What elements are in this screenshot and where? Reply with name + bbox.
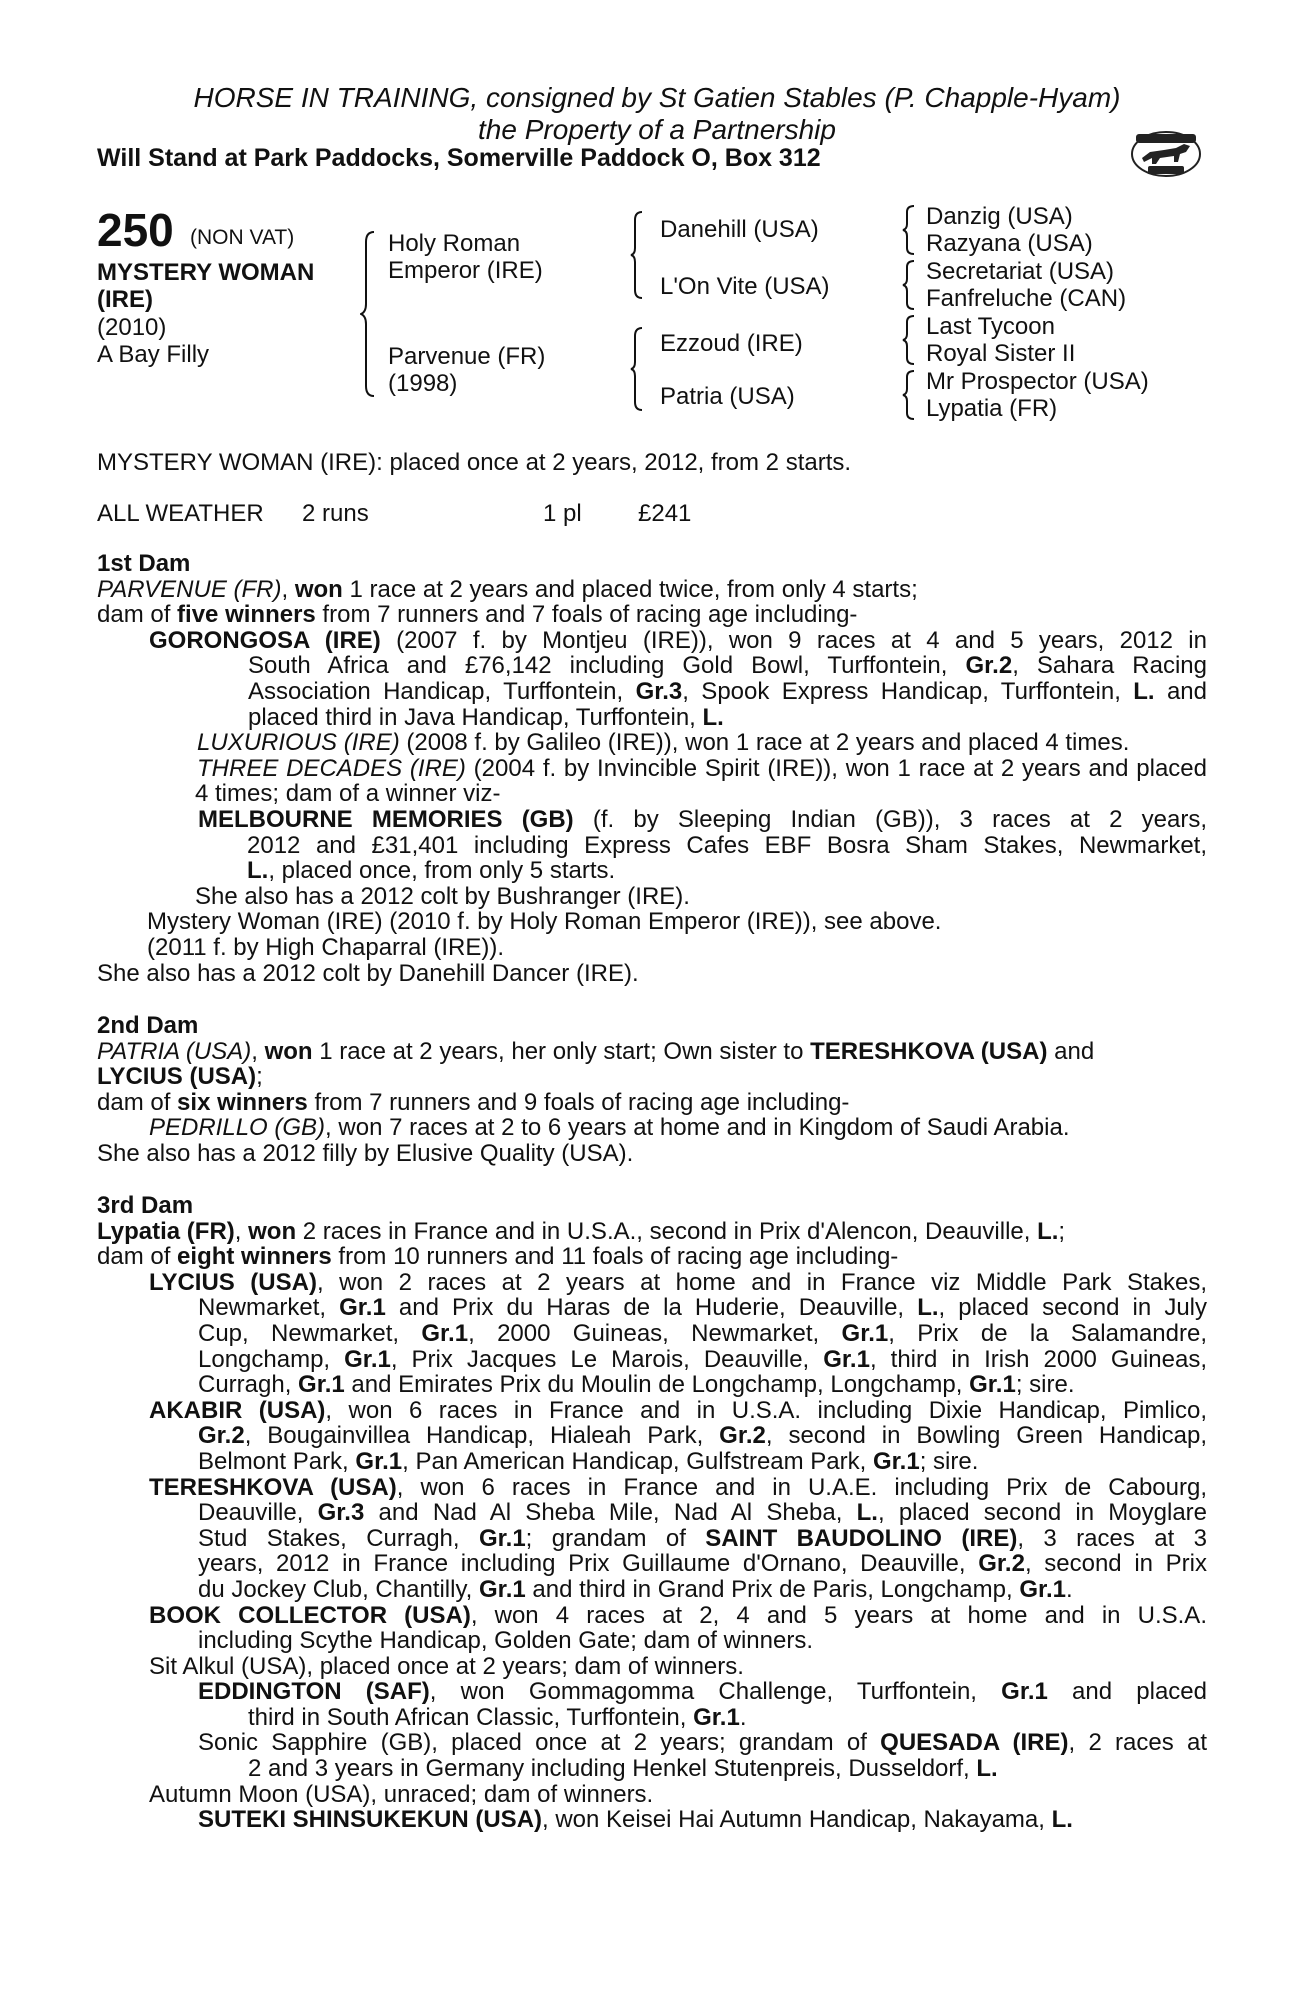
text: Gr.1 [823, 1345, 870, 1373]
text: ; [256, 1063, 263, 1091]
vat-status: (NON VAT) [190, 226, 295, 249]
pedigree-bracket-lonvite [902, 259, 918, 311]
pedigree-g3-7: Mr Prospector (USA) [926, 368, 1149, 395]
text: , third in Irish 2000 Guineas, [869, 1345, 1207, 1373]
progeny-line: Sit Alkul (USA), placed once at 2 years; dam of winners. [149, 1652, 744, 1680]
pedigree-g3-5: Last Tycoon [926, 313, 1055, 340]
text: du Jockey Club, Chantilly, [198, 1575, 480, 1603]
progeny-detail [97, 1423, 1207, 1449]
racing-post-trainer-bonus-badge-icon [1130, 128, 1202, 180]
grandprogeny-line [97, 1730, 1207, 1756]
text: Gr.1 [421, 1319, 469, 1347]
text: dam of [97, 1243, 178, 1271]
text: , won 4 races at 2, 4 and 5 years at home and in U.S.A. [470, 1601, 1207, 1629]
dam-produce-line [97, 602, 1207, 628]
consignor-line: HORSE IN TRAINING, consigned by St Gatien Stables (P. Chapple-Hyam) [193, 82, 1121, 113]
text: Gr.1 [355, 1447, 403, 1475]
ownership-line: the Property of a Partnership [478, 114, 836, 145]
progeny-detail [97, 679, 1207, 705]
dam-line [97, 1064, 1207, 1090]
text: L. [917, 1294, 939, 1322]
progeny-detail [97, 1705, 1207, 1731]
progeny-line [97, 1475, 1207, 1501]
progeny-name: TERESHKOVA (USA) [149, 1473, 397, 1501]
text: (2008 f. by Galileo (IRE)), won 1 race at 2 years and placed 4 times. [399, 729, 1130, 757]
text: ; [1058, 1217, 1066, 1245]
text: Gr.1 [1019, 1575, 1067, 1603]
progeny-detail [97, 1295, 1207, 1321]
text: Belmont Park, [198, 1447, 356, 1475]
progeny-detail: 2012 and £31,401 including Express Cafes EBF Bosra Sham Stakes, Newmarket, [247, 831, 1207, 859]
text: , 2000 Guineas, Newmarket, [468, 1319, 842, 1347]
text: Newmarket, [198, 1294, 340, 1322]
progeny-name: GORONGOSA (IRE) [149, 626, 381, 654]
section-heading: 1st Dam [97, 550, 191, 577]
text: Gr.1 [841, 1319, 889, 1347]
text: Cup, Newmarket, [198, 1319, 422, 1347]
text: L. [247, 857, 269, 885]
pedigree-sire-dam: L'On Vite (USA) [660, 273, 830, 300]
text: , won 2 races at 2 years at home and in France viz Middle Park Stakes, [316, 1268, 1207, 1296]
progeny-line: Autumn Moon (USA), unraced; dam of winners. [149, 1780, 654, 1808]
dam-produce-line [97, 1244, 1207, 1270]
dam-produce-line [97, 1090, 1207, 1116]
pedigree-bracket-patria [902, 369, 918, 421]
progeny-detail [97, 1321, 1207, 1347]
text: and placed [1047, 1678, 1208, 1706]
text: Association Handicap, Turffontein, [248, 677, 636, 705]
text: , 3 races at 3 [1017, 1524, 1207, 1552]
text: Gr.2 [965, 652, 1013, 680]
pedigree-dam-bracket [630, 326, 646, 412]
text: and [1154, 677, 1207, 705]
race-summary: MYSTERY WOMAN (IRE): placed once at 2 years, 2012, from 2 starts. [97, 449, 852, 476]
text: Gr.3 [317, 1499, 365, 1527]
progeny-note: She also has a 2012 colt by Danehill Dancer (IRE). [97, 959, 639, 987]
record-runs: 2 runs [302, 500, 369, 527]
text: Gr.3 [635, 677, 683, 705]
text: and Emirates Prix du Moulin de Longchamp, Longchamp, [344, 1371, 970, 1399]
progeny-name: THREE DECADES (IRE) [197, 754, 466, 782]
progeny-line [97, 730, 1207, 756]
dam-name: PARVENUE (FR) [97, 575, 282, 603]
text: dam of [97, 601, 178, 629]
third-dam-section [97, 1193, 1207, 1833]
text: dam of [97, 1088, 178, 1116]
text: , Spook Express Handicap, Turffontein, [682, 677, 1134, 705]
grandprogeny-line [97, 1807, 1207, 1833]
text: SAINT BAUDOLINO (IRE) [705, 1524, 1018, 1552]
text: Gr.1 [1001, 1678, 1048, 1706]
progeny-name: LYCIUS (USA) [149, 1268, 317, 1296]
section-heading: 3rd Dam [97, 1192, 194, 1219]
text: Gr.1 [344, 1345, 391, 1373]
text: L. [976, 1755, 998, 1783]
progeny-line [97, 1398, 1207, 1424]
progeny-detail [97, 1526, 1207, 1552]
pedigree-main-bracket [360, 230, 380, 398]
text: won [294, 575, 343, 603]
pedigree-g3-4: Fanfreluche (CAN) [926, 285, 1127, 312]
text: placed third in Java Handicap, Turffontein, [248, 703, 703, 731]
text: L. [1037, 1217, 1059, 1245]
progeny-line [97, 1603, 1207, 1629]
text: Gr.1 [479, 1575, 526, 1603]
text: Gr.1 [478, 1524, 526, 1552]
text: third in South African Classic, Turffontein, [248, 1703, 694, 1731]
text: , Bougainvillea Handicap, Hialeah Park, [244, 1422, 720, 1450]
text: and Prix du Haras de la Huderie, Deauville, [385, 1294, 918, 1322]
text: , [234, 1217, 249, 1245]
progeny-line [97, 1270, 1207, 1296]
text: South Africa and £76,142 including Gold Bowl, Turffontein, [248, 652, 966, 680]
progeny-line [97, 756, 1207, 782]
horse-suffix: (IRE) [97, 286, 153, 313]
pedigree-dam-dam: Patria (USA) [660, 383, 795, 410]
text: , won 6 races in France and in U.S.A. including Dixie Handicap, Pimlico, [325, 1396, 1207, 1424]
location-line: Will Stand at Park Paddocks, Somerville Paddock O, Box 312 [97, 144, 821, 172]
progeny-detail [97, 1372, 1207, 1398]
progeny-name: EDDINGTON (SAF) [198, 1678, 430, 1706]
text: Gr.1 [872, 1447, 920, 1475]
progeny-name: BOOK COLLECTOR (USA) [149, 1601, 471, 1629]
progeny-detail: including Scythe Handicap, Golden Gate; dam of winners. [198, 1627, 814, 1655]
text: from 10 runners and 11 foals of racing age including- [331, 1243, 899, 1271]
text: (2007 f. by Montjeu (IRE)), won 9 races at 4 and 5 years, 2012 in [380, 626, 1207, 654]
text: , won Keisei Hai Autumn Handicap, Nakayama, [542, 1806, 1052, 1834]
record-prize: £241 [638, 500, 692, 527]
progeny-detail [97, 858, 1207, 884]
text: , won Gommagomma Challenge, Turffontein, [429, 1678, 1002, 1706]
text: . [739, 1703, 747, 1731]
text: , [251, 1037, 265, 1065]
text: Stud Stakes, Curragh, [198, 1524, 479, 1552]
text: Gr.2 [198, 1422, 245, 1450]
progeny-detail [97, 1347, 1207, 1373]
pedigree-sire-bracket [630, 210, 646, 300]
text: ; grandam of [525, 1524, 706, 1552]
text: Gr.2 [978, 1550, 1025, 1578]
text: Gr.1 [693, 1703, 740, 1731]
pedigree-g3-8: Lypatia (FR) [926, 395, 1058, 422]
text: TERESHKOVA (USA) [810, 1037, 1048, 1065]
text: , second in Prix [1024, 1550, 1207, 1578]
progeny-name: PEDRILLO (GB) [149, 1114, 326, 1142]
pedigree-g3-2: Razyana (USA) [926, 230, 1093, 257]
text: L. [702, 703, 724, 731]
text: years, 2012 in France including Prix Guillaume d'Ornano, Deauville, [198, 1550, 979, 1578]
text: . [1066, 1575, 1073, 1603]
text: (f. by Sleeping Indian (GB)), 3 races at 2 years, [573, 805, 1207, 833]
progeny-name: LUXURIOUS (IRE) [197, 729, 400, 757]
progeny-detail [97, 1577, 1207, 1603]
text: , [281, 575, 295, 603]
text: ; sire. [919, 1447, 979, 1475]
progeny-note: She also has a 2012 colt by Bushranger (IRE). [195, 882, 690, 910]
text: LYCIUS (USA) [97, 1063, 257, 1091]
grandprogeny-line [97, 807, 1207, 833]
text: , won 6 races in France and in U.A.E. including Prix de Cabourg, [396, 1473, 1208, 1501]
text: , second in Bowling Green Handicap, [765, 1422, 1207, 1450]
text: , won 7 races at 2 to 6 years at home and in Kingdom of Saudi Arabia. [325, 1114, 1070, 1142]
text: , placed second in July [938, 1294, 1208, 1322]
text: six winners [177, 1088, 308, 1116]
pedigree-sire-sire: Danehill (USA) [660, 216, 819, 243]
dam-line [97, 577, 1207, 603]
pedigree-sire: Holy Roman [388, 230, 521, 257]
record-surface: ALL WEATHER [97, 500, 264, 527]
pedigree-g3-3: Secretariat (USA) [926, 258, 1115, 285]
text: Gr.1 [339, 1294, 386, 1322]
text: Curragh, [198, 1371, 299, 1399]
text: , placed second in Moyglare [877, 1499, 1208, 1527]
text: 1 race at 2 years, her only start; Own sister to [312, 1037, 811, 1065]
text: QUESADA (IRE) [880, 1729, 1069, 1757]
text: , placed once, from only 5 starts. [268, 857, 616, 885]
text: , Prix de la Salamandre, [888, 1319, 1207, 1347]
pedigree-bracket-danehill [902, 204, 918, 256]
text: , Sahara Racing [1012, 652, 1207, 680]
text: L. [1051, 1806, 1073, 1834]
progeny-name: AKABIR (USA) [149, 1396, 326, 1424]
pedigree-dam-year: (1998) [388, 370, 458, 397]
text: from 7 runners and 9 foals of racing age including- [307, 1088, 850, 1116]
progeny-detail [97, 653, 1207, 679]
text: Gr.2 [719, 1422, 766, 1450]
progeny-name: MELBOURNE MEMORIES (GB) [198, 805, 574, 833]
text: L. [1133, 677, 1155, 705]
progeny-line [97, 1115, 1207, 1141]
progeny-detail [97, 1756, 1207, 1782]
horse-description: A Bay Filly [97, 341, 210, 368]
progeny-detail [97, 1551, 1207, 1577]
text: , Prix Jacques Le Marois, Deauville, [390, 1345, 824, 1373]
text: , Pan American Handicap, Gulfstream Park, [402, 1447, 873, 1475]
text: 1 race at 2 years and placed twice, from only 4 starts; [342, 575, 918, 603]
pedigree-dam-sire: Ezzoud (IRE) [660, 330, 803, 357]
progeny-line [97, 628, 1207, 654]
progeny-name: SUTEKI SHINSUKEKUN (USA) [198, 1806, 543, 1834]
text: and third in Grand Prix de Paris, Longchamp, [525, 1575, 1020, 1603]
progeny-note: She also has a 2012 filly by Elusive Quality (USA). [97, 1139, 634, 1167]
dam-line [97, 1219, 1207, 1245]
dam-line [97, 1039, 1207, 1065]
second-dam-section [97, 1013, 1207, 1167]
lot-number: 250 [97, 204, 174, 256]
section-heading: 2nd Dam [97, 1012, 199, 1039]
text: Sonic Sapphire (GB), placed once at 2 years; grandam of [198, 1729, 881, 1757]
text: 2 races in France and in U.S.A., second in Prix d'Alencon, Deauville, [296, 1217, 1038, 1245]
text: Longchamp, [198, 1345, 345, 1373]
pedigree-bracket-ezzoud [902, 314, 918, 366]
dam-name: PATRIA (USA) [97, 1037, 252, 1065]
pedigree-sire-cont: Emperor (IRE) [388, 257, 543, 284]
text: L. [856, 1499, 878, 1527]
pedigree-g3-1: Danzig (USA) [926, 203, 1073, 230]
text: and [1047, 1037, 1095, 1065]
progeny-detail [97, 1449, 1207, 1475]
text: won [264, 1037, 313, 1065]
text: 2 and 3 years in Germany including Henkel Stutenpreis, Dusseldorf, [248, 1755, 977, 1783]
text: from 7 runners and 7 foals of racing age including- [315, 601, 858, 629]
text: Gr.1 [298, 1371, 345, 1399]
text: Deauville, [198, 1499, 318, 1527]
text: and Nad Al Sheba Mile, Nad Al Sheba, [364, 1499, 857, 1527]
record-placed: 1 pl [543, 500, 582, 527]
text: eight winners [177, 1243, 332, 1271]
pedigree-dam: Parvenue (FR) [388, 343, 546, 370]
progeny-line: (2011 f. by High Chaparral (IRE)). [147, 933, 505, 961]
text: , 2 races at [1068, 1729, 1207, 1757]
text: ; sire. [1015, 1371, 1075, 1399]
text: (2004 f. by Invincible Spirit (IRE)), won 1 race at 2 years and placed [465, 754, 1207, 782]
pedigree-g3-6: Royal Sister II [926, 340, 1076, 367]
progeny-line: Mystery Woman (IRE) (2010 f. by Holy Roman Emperor (IRE)), see above. [147, 908, 942, 936]
text: Gr.1 [969, 1371, 1016, 1399]
grandprogeny-line [97, 1679, 1207, 1705]
progeny-detail [97, 1500, 1207, 1526]
dam-name: Lypatia (FR) [97, 1217, 235, 1245]
horse-name: MYSTERY WOMAN [97, 259, 315, 286]
progeny-detail [97, 705, 1207, 731]
text: won [248, 1217, 297, 1245]
first-dam-section [97, 551, 1207, 986]
text: five winners [177, 601, 316, 629]
foaling-year: (2010) [97, 314, 167, 341]
progeny-detail: 4 times; dam of a winner viz- [195, 780, 501, 808]
